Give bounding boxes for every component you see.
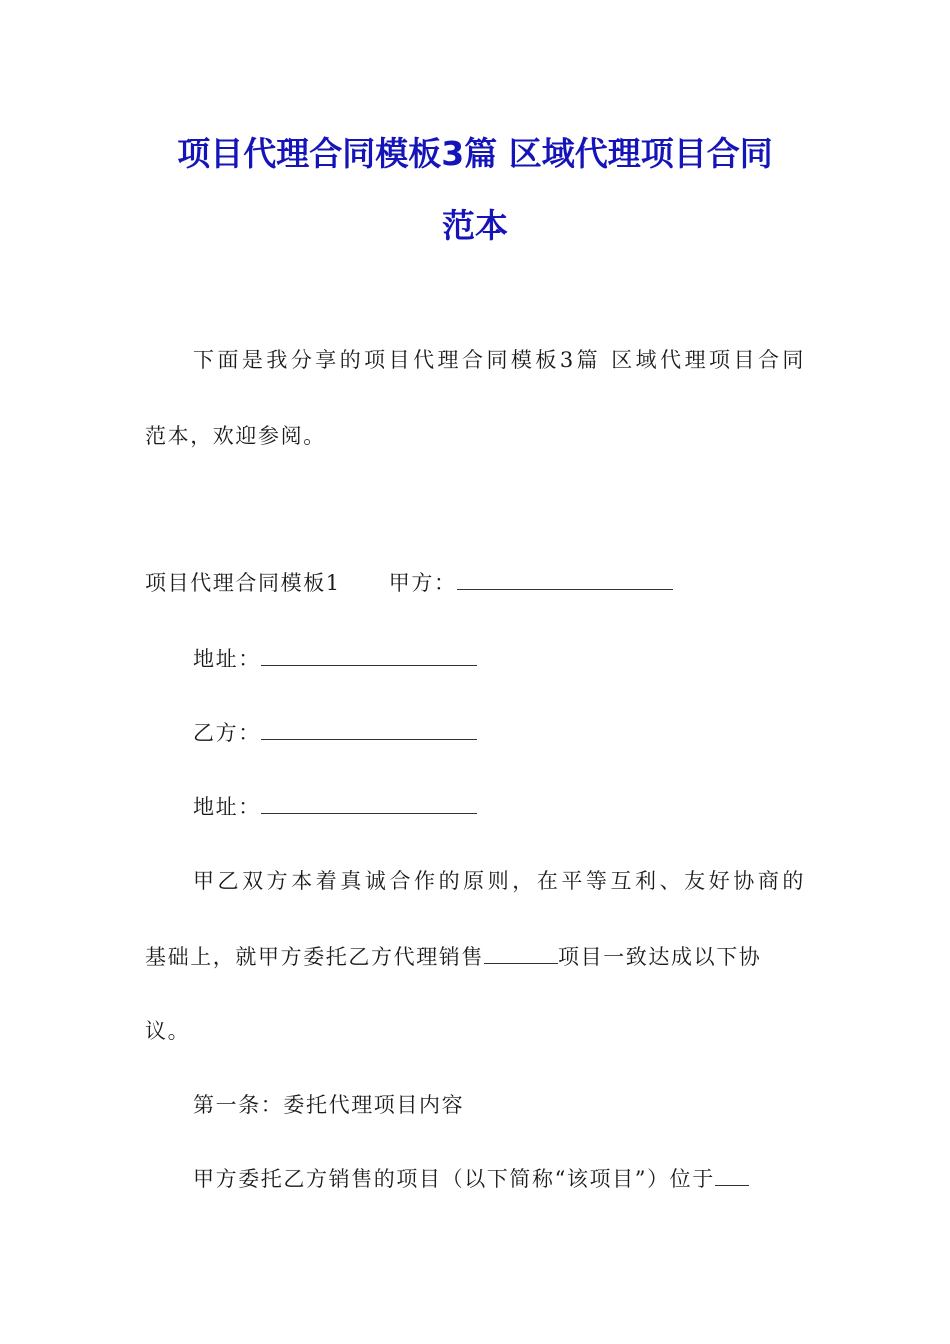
address-2-line: [193, 792, 477, 822]
template-1-line: [145, 568, 673, 598]
intro-line-2: 范本，欢迎参阅。: [145, 424, 326, 448]
paragraph-1-line-3: 议。: [145, 1019, 191, 1043]
address-2-blank: [261, 793, 477, 814]
project-name-blank: [484, 943, 558, 964]
paragraph-1-line-2: [145, 942, 761, 972]
article-1-heading: 第一条：委托代理项目内容: [193, 1093, 465, 1117]
document-title-line-2: 范本: [442, 206, 508, 245]
paragraph-1-line-2-start: 基础上，就甲方委托乙方代理销售: [145, 945, 484, 969]
party-a-blank: [457, 569, 673, 590]
intro-line-1: 下面是我分享的项目代理合同模板3篇 区域代理项目合同: [193, 348, 805, 372]
address-1-blank: [261, 645, 477, 666]
party-a-label: 甲方：: [388, 571, 457, 595]
address-label-1: 地址：: [193, 647, 261, 671]
party-b-line: [193, 718, 477, 748]
document-title-line-1: 项目代理合同模板3篇 区域代理项目合同: [177, 134, 773, 173]
party-b-label: 乙方：: [193, 721, 261, 745]
article-1-line-1: [193, 1164, 749, 1194]
paragraph-1-line-2-end: 项目一致达成以下协: [558, 945, 762, 969]
address-label-2: 地址：: [193, 795, 261, 819]
template-heading: 项目代理合同模板1: [145, 571, 341, 595]
party-b-blank: [261, 719, 477, 740]
article-1-line-1-text: 甲方委托乙方销售的项目（以下简称“该项目”）位于: [193, 1167, 715, 1191]
address-1-line: [193, 644, 477, 674]
paragraph-1-line-1: 甲乙双方本着真诚合作的原则，在平等互利、友好协商的: [193, 869, 805, 893]
location-blank: [715, 1165, 749, 1186]
